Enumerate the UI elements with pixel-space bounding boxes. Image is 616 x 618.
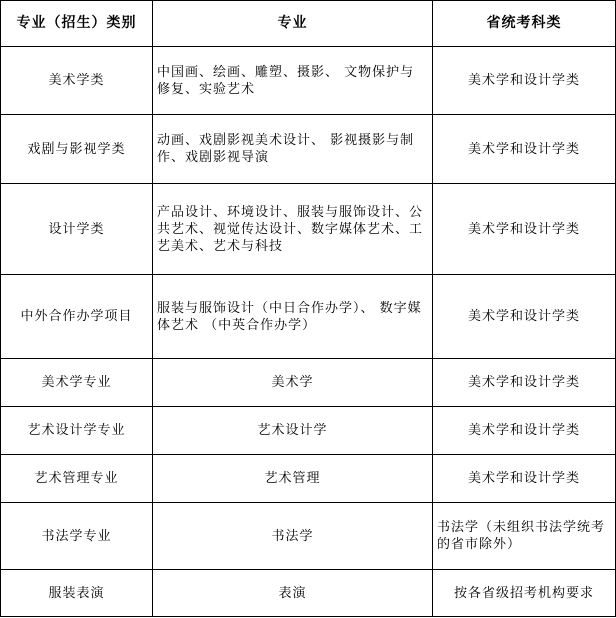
category-cell: 设计学类: [1, 184, 153, 275]
table-row: [1, 455, 616, 503]
exam-cell: 美术学和设计学类: [433, 184, 616, 275]
major-cell: 表演: [153, 570, 433, 617]
major-cell: 美术学: [153, 359, 433, 407]
major-cell: [153, 184, 433, 275]
exam-cell: 美术学和设计学类: [433, 455, 616, 503]
category-cell: 美术学类: [1, 47, 153, 115]
exam-cell: 美术学和设计学类: [433, 115, 616, 184]
exam-cell: 美术学和设计学类: [433, 47, 616, 115]
major-cell: [153, 115, 433, 184]
major-text: 中国画、绘画、雕塑、摄影、 文物保护与修复、实验艺术: [157, 64, 415, 97]
major-cell: [153, 275, 433, 359]
major-cell: 艺术管理: [153, 455, 433, 503]
header-category: 专业（招生）类别: [1, 1, 153, 47]
category-cell: 中外合作办学项目: [1, 275, 153, 359]
table-row: [1, 184, 616, 275]
table-row: [1, 275, 616, 359]
exam-cell: 按各省级招考机构要求: [433, 570, 616, 617]
major-text: 产品设计、环境设计、服装与服饰设计、公共艺术、视觉传达设计、数字媒体艺术、工艺美术、艺术与科技: [157, 204, 424, 254]
exam-cell: 美术学和设计学类: [433, 407, 616, 455]
major-cell: 艺术设计学: [153, 407, 433, 455]
header-row: [1, 1, 616, 47]
major-cell: 书法学: [153, 503, 433, 570]
table-row: [1, 359, 616, 407]
table-row: [1, 115, 616, 184]
exam-cell: [433, 503, 616, 570]
category-cell: 书法学专业: [1, 503, 153, 570]
category-cell: 美术学专业: [1, 359, 153, 407]
major-text: 服装与服饰设计（中日合作办学）、 数字媒体艺术 （中英合作办学）: [157, 300, 422, 333]
category-cell: 服装表演: [1, 570, 153, 617]
table-row: [1, 47, 616, 115]
header-major: 专业: [153, 1, 433, 47]
table-row: [1, 503, 616, 570]
category-cell: 戏剧与影视学类: [1, 115, 153, 184]
table-row: [1, 570, 616, 617]
table-row: [1, 407, 616, 455]
category-cell: 艺术管理专业: [1, 455, 153, 503]
exam-cell: 美术学和设计学类: [433, 359, 616, 407]
header-exam-subject: 省统考科类: [433, 1, 616, 47]
exam-text: 书法学（未组织书法学统考的省市除外）: [437, 520, 606, 552]
exam-cell: 美术学和设计学类: [433, 275, 616, 359]
major-text: 动画、戏剧影视美术设计、 影视摄影与制作、戏剧影视导演: [157, 133, 415, 165]
major-cell: [153, 47, 433, 115]
category-cell: 艺术设计学专业: [1, 407, 153, 455]
